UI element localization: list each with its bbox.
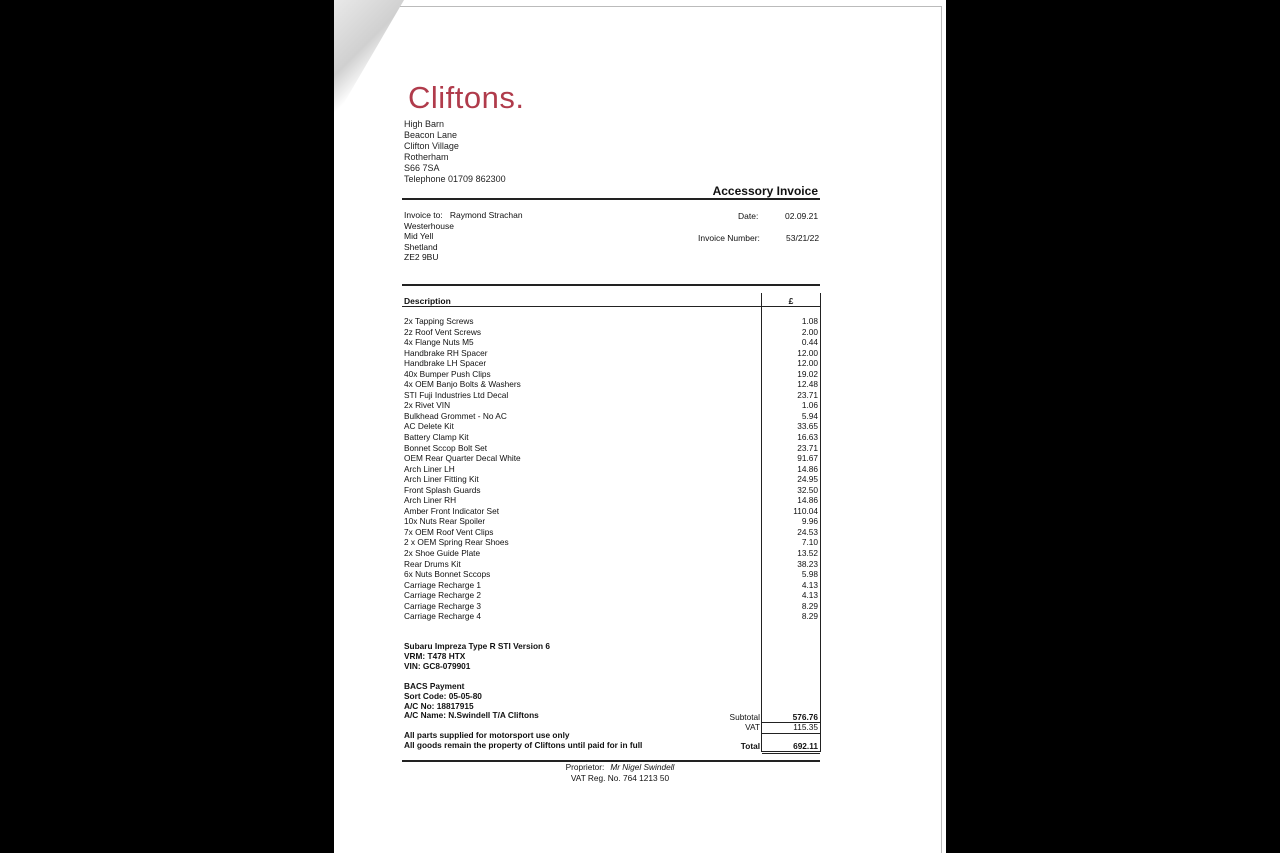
item-description: Arch Liner LH	[404, 463, 455, 474]
item-description: 7x OEM Roof Vent Clips	[404, 526, 494, 537]
item-amount: 8.29	[801, 611, 818, 622]
table-row	[404, 443, 820, 454]
vat-value: 115.35	[793, 722, 818, 732]
table-row	[404, 506, 820, 517]
item-amount: 14.86	[797, 463, 818, 474]
customer-address-line: Westerhouse	[404, 220, 454, 231]
table-row	[404, 548, 820, 559]
invoice-to-block	[404, 210, 523, 263]
vat-label: VAT	[745, 722, 760, 732]
table-row	[404, 464, 820, 475]
address-line: Clifton Village	[404, 141, 459, 151]
company-address	[404, 119, 506, 185]
item-description: Rear Drums Kit	[404, 558, 461, 569]
item-amount: 24.53	[797, 526, 818, 537]
table-row	[404, 379, 820, 390]
table-row	[404, 369, 820, 380]
item-amount: 91.67	[797, 453, 818, 464]
item-description: 40x Bumper Push Clips	[404, 368, 491, 379]
item-amount: 16.63	[797, 432, 818, 443]
invoice-number-label: Invoice Number:	[698, 233, 760, 243]
item-amount: 5.94	[801, 410, 818, 421]
table-row	[404, 348, 820, 359]
item-amount: 5.98	[801, 569, 818, 580]
document-title: Accessory Invoice	[712, 184, 818, 198]
total-underline-2	[762, 753, 820, 754]
date-value: 02.09.21	[785, 211, 819, 221]
item-amount: 4.13	[801, 579, 818, 590]
item-amount: 8.29	[801, 600, 818, 611]
vehicle-details	[404, 642, 550, 671]
line-items	[404, 316, 820, 622]
item-amount: 14.86	[797, 495, 818, 506]
item-amount: 12.48	[797, 379, 818, 390]
item-description: 2z Roof Vent Screws	[404, 326, 482, 337]
amount-column-right-border	[820, 293, 821, 752]
table-row	[404, 327, 820, 338]
table-header-rule	[402, 306, 820, 307]
item-description: Carriage Recharge 3	[404, 600, 482, 611]
table-row	[404, 421, 820, 432]
page-edge-top	[400, 6, 942, 7]
total-value: 692.11	[793, 741, 818, 751]
company-logo: Cliftons.	[408, 80, 525, 115]
customer-name: Raymond Strachan	[449, 210, 523, 220]
vehicle-model: Subaru Impreza Type R STI Version 6	[404, 641, 551, 651]
item-description: 6x Nuts Bonnet Sccops	[404, 569, 491, 580]
item-amount: 7.10	[801, 537, 818, 548]
description-header: Description	[404, 296, 451, 306]
table-row	[404, 559, 820, 570]
table-row	[404, 601, 820, 612]
customer-postcode: ZE2 9BU	[404, 252, 439, 263]
item-amount: 12.00	[797, 358, 818, 369]
vat-registration: VAT Reg. No. 764 1213 50	[570, 773, 670, 783]
item-amount: 9.96	[801, 516, 818, 527]
account-name: A/C Name: N.Swindell T/A Cliftons	[404, 710, 539, 721]
header-rule	[402, 198, 820, 200]
table-row	[404, 411, 820, 422]
table-row	[404, 569, 820, 580]
customer-address-line: Shetland	[404, 241, 438, 252]
address-line: High Barn	[404, 119, 445, 129]
item-amount: 32.50	[797, 484, 818, 495]
table-top-rule	[402, 284, 820, 286]
invoice-to-label: Invoice to:	[404, 210, 443, 220]
total-underline-1	[762, 751, 820, 752]
account-number: A/C No: 18817915	[404, 700, 474, 711]
item-amount: 1.06	[801, 400, 818, 411]
table-row	[404, 495, 820, 506]
item-description: Front Splash Guards	[404, 484, 481, 495]
address-line: Beacon Lane	[404, 130, 458, 140]
table-row	[404, 453, 820, 464]
item-description: 4x OEM Banjo Bolts & Washers	[404, 379, 521, 390]
item-amount: 110.04	[793, 505, 818, 516]
subtotal-label: Subtotal	[729, 712, 760, 722]
vehicle-vin: VIN: GC8-079901	[404, 660, 471, 671]
item-amount: 1.08	[801, 316, 818, 326]
item-amount: 24.95	[797, 474, 818, 485]
address-line: S66 7SA	[404, 163, 440, 173]
payment-details	[404, 682, 539, 721]
address-line: Rotherham	[404, 152, 449, 162]
table-row	[404, 537, 820, 548]
item-description: OEM Rear Quarter Decal White	[404, 453, 521, 464]
item-amount: 33.65	[797, 421, 818, 432]
item-description: Carriage Recharge 4	[404, 611, 482, 622]
table-row	[404, 590, 820, 601]
item-description: Arch Liner RH	[404, 495, 457, 506]
vehicle-vrm: VRM: T478 HTX	[404, 650, 466, 661]
item-description: STI Fuji Industries Ltd Decal	[404, 389, 509, 400]
payment-method: BACS Payment	[404, 681, 465, 691]
footer	[500, 762, 740, 784]
item-amount: 13.52	[797, 548, 818, 559]
item-description: Bonnet Sccop Bolt Set	[404, 442, 488, 453]
table-row	[404, 474, 820, 485]
page-edge-right	[941, 6, 942, 853]
subtotal-value: 576.76	[792, 712, 818, 722]
customer-address-line: Mid Yell	[404, 231, 434, 242]
item-description: Handbrake LH Spacer	[404, 358, 487, 369]
item-description: 4x Flange Nuts M5	[404, 337, 474, 348]
table-row	[404, 611, 820, 622]
item-description: Carriage Recharge 1	[404, 579, 482, 590]
ownership-note: All goods remain the property of Cliftons until paid for in full	[404, 739, 643, 750]
item-description: 2x Tapping Screws	[404, 316, 474, 326]
table-row	[404, 390, 820, 401]
table-row	[404, 485, 820, 496]
sort-code: Sort Code: 05-05-80	[404, 690, 482, 701]
item-description: 10x Nuts Rear Spoiler	[404, 516, 486, 527]
vat-rule	[762, 733, 820, 734]
amount-header: £	[788, 296, 794, 306]
item-description: 2 x OEM Spring Rear Shoes	[404, 537, 509, 548]
item-description: Bulkhead Grommet - No AC	[404, 410, 507, 421]
item-amount: 2.00	[801, 326, 818, 337]
table-row	[404, 358, 820, 369]
terms-notes	[404, 731, 642, 751]
table-row	[404, 400, 820, 411]
item-amount: 23.71	[797, 442, 818, 453]
item-description: 2x Rivet VIN	[404, 400, 451, 411]
telephone: Telephone 01709 862300	[404, 174, 506, 184]
table-row	[404, 337, 820, 348]
item-description: Battery Clamp Kit	[404, 432, 469, 443]
item-description: 2x Shoe Guide Plate	[404, 548, 481, 559]
table-row	[404, 316, 820, 327]
item-amount: 4.13	[801, 590, 818, 601]
motorsport-note: All parts supplied for motorsport use only	[404, 730, 570, 740]
item-amount: 23.71	[797, 389, 818, 400]
item-description: AC Delete Kit	[404, 421, 454, 432]
total-label: Total	[740, 741, 760, 751]
proprietor-name: Mr Nigel Swindell	[610, 762, 675, 772]
item-amount: 12.00	[797, 347, 818, 358]
proprietor-label: Proprietor:	[565, 762, 605, 772]
table-row	[404, 580, 820, 591]
item-amount: 19.02	[797, 368, 818, 379]
item-description: Handbrake RH Spacer	[404, 347, 488, 358]
table-row	[404, 516, 820, 527]
item-amount: 38.23	[797, 558, 818, 569]
item-description: Arch Liner Fitting Kit	[404, 474, 479, 485]
invoice-number-value: 53/21/22	[786, 233, 820, 243]
item-description: Amber Front Indicator Set	[404, 505, 499, 516]
item-amount: 0.44	[801, 337, 818, 348]
item-description: Carriage Recharge 2	[404, 590, 482, 601]
table-row	[404, 527, 820, 538]
table-row	[404, 432, 820, 443]
date-label: Date:	[738, 211, 759, 221]
